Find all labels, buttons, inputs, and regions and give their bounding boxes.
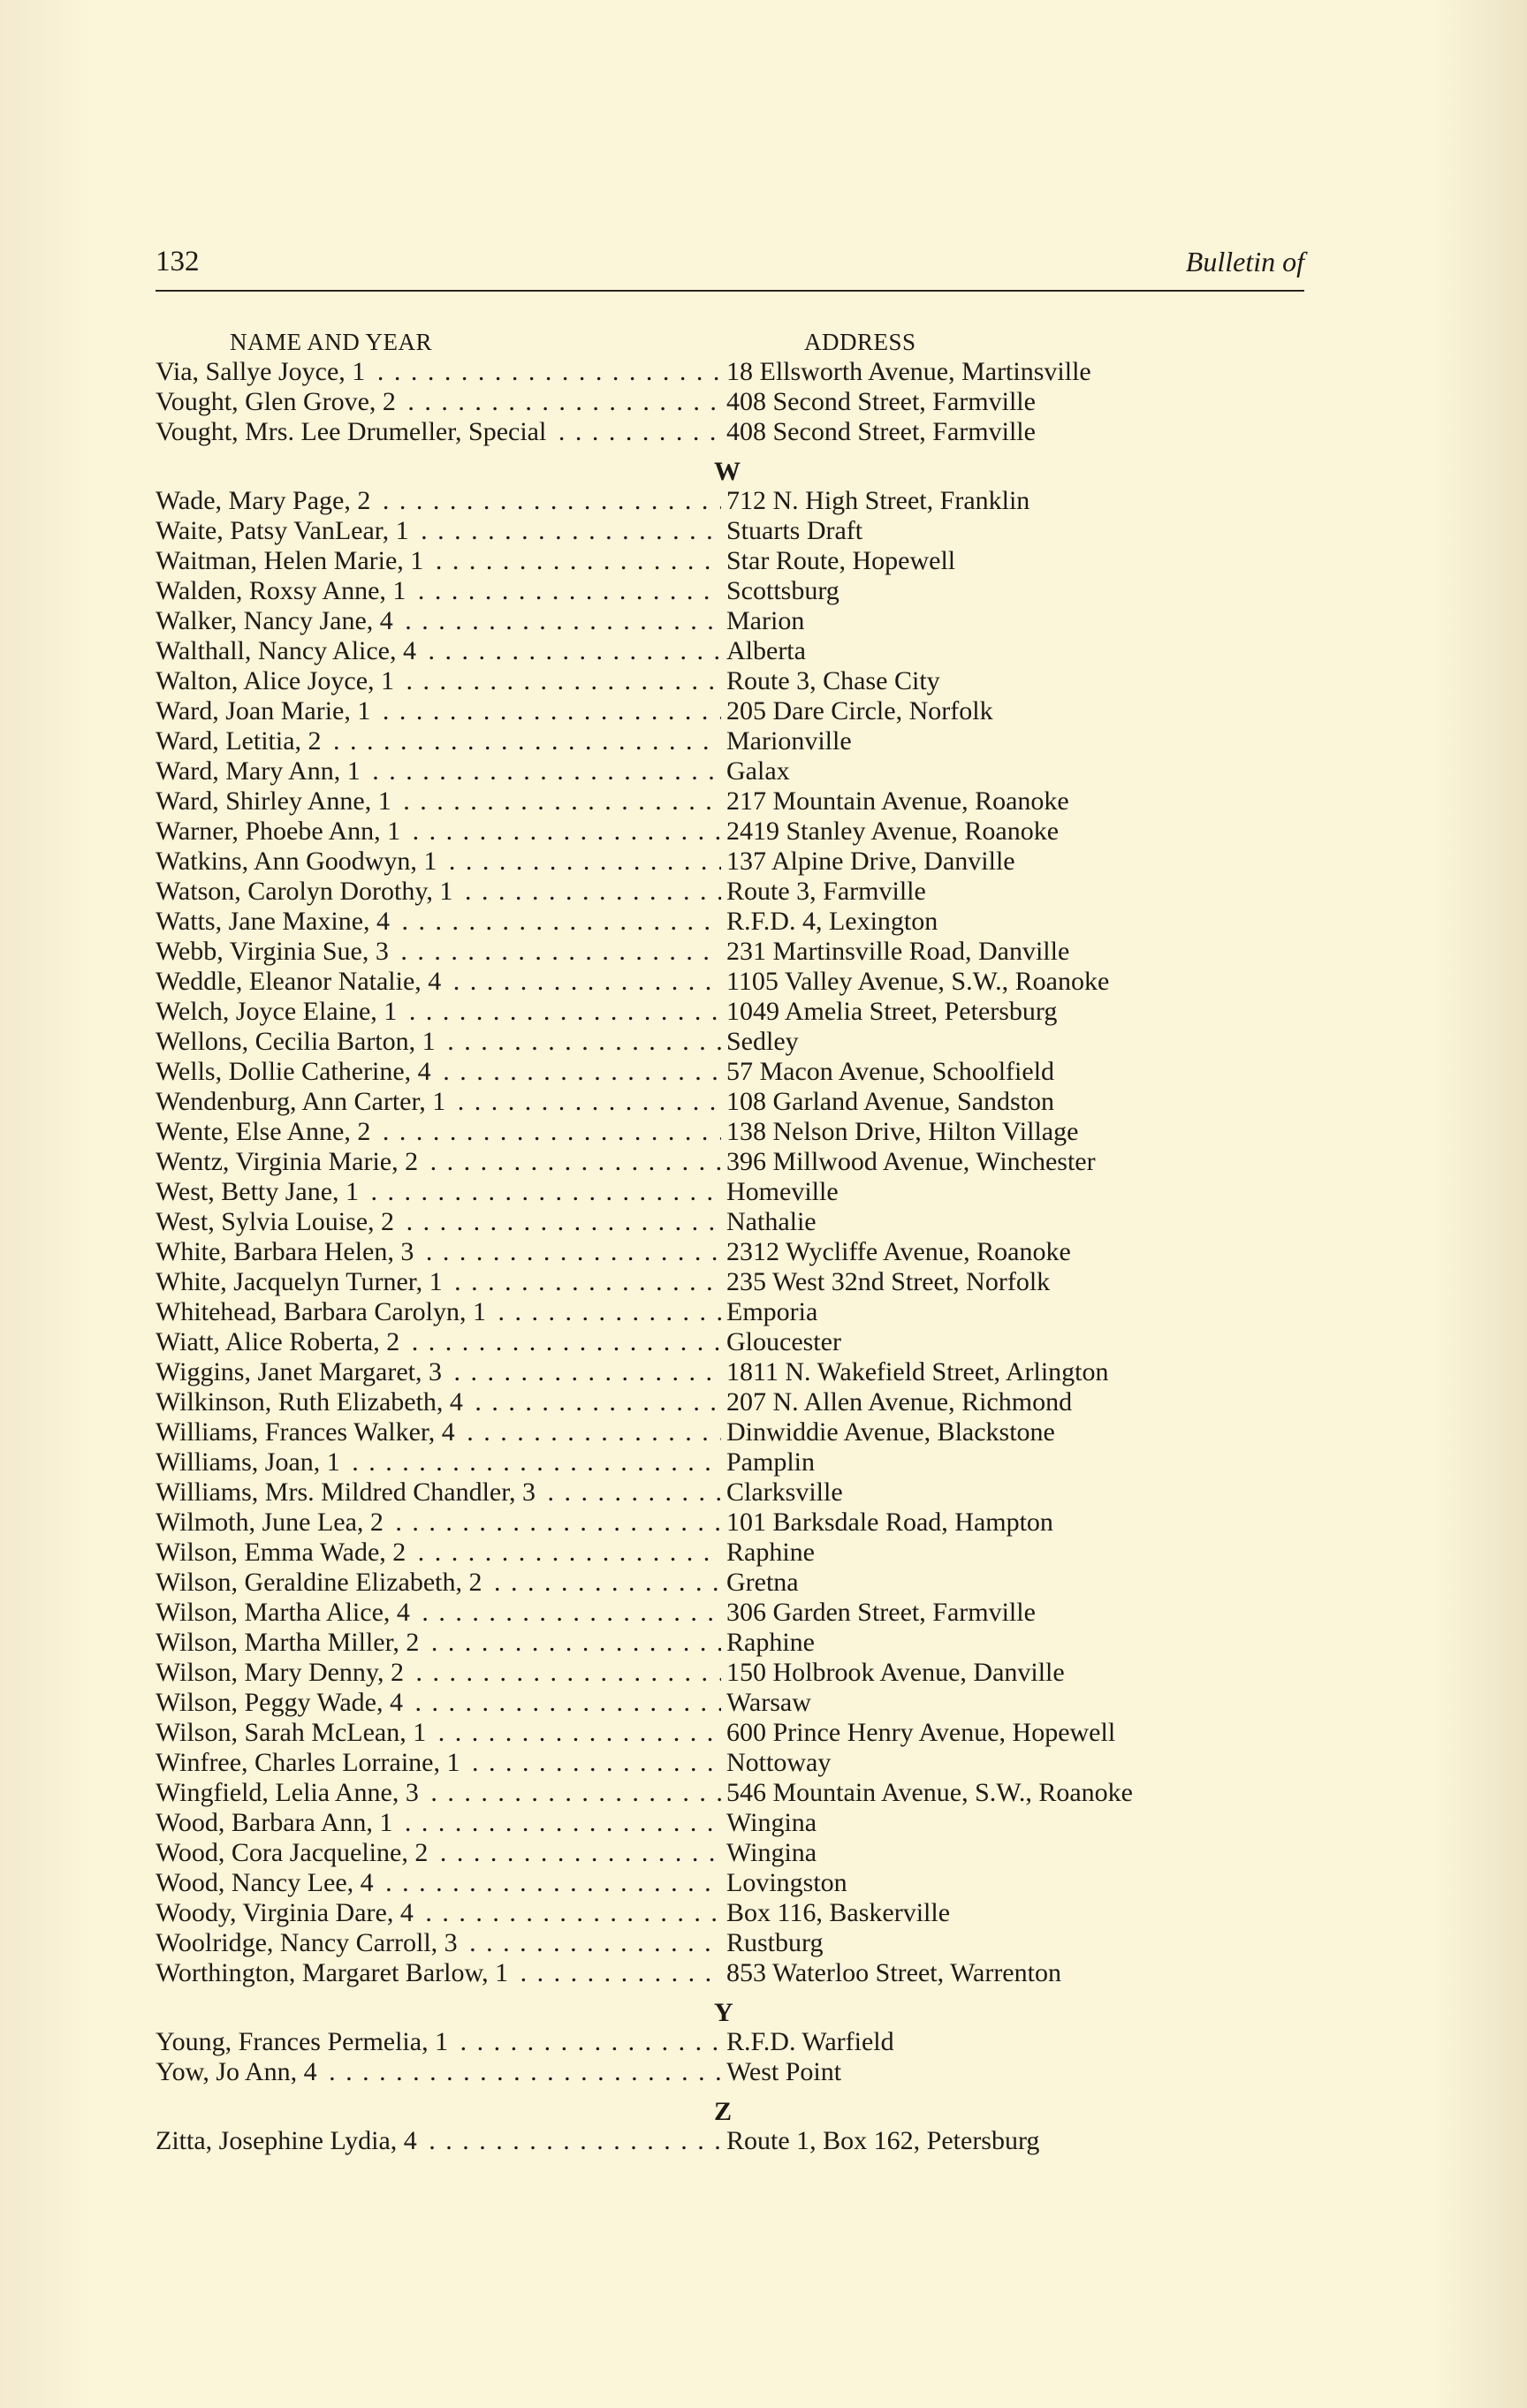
entry-name-cell — [156, 1928, 721, 1958]
entry-name-cell — [156, 1748, 721, 1778]
entry-name: Via, Sallye Joyce, 1 — [156, 357, 366, 386]
entry-address: 150 Holbrook Avenue, Danville — [726, 1658, 1065, 1687]
entry-name: Wilson, Mary Denny, 2 — [156, 1658, 404, 1687]
entry-name: Warner, Phoebe Ann, 1 — [156, 817, 401, 846]
entry-address: 205 Dare Circle, Norfolk — [726, 696, 993, 725]
entry-name: West, Sylvia Louise, 2 — [156, 1207, 395, 1236]
entry-name-cell — [156, 817, 721, 847]
entry-address: Nathalie — [726, 1207, 817, 1236]
entry-address: 138 Nelson Drive, Hilton Village — [726, 1117, 1079, 1146]
entry-address: 2419 Stanley Avenue, Roanoke — [726, 817, 1060, 846]
directory-entry — [156, 877, 1304, 907]
entry-name-cell — [156, 1147, 721, 1177]
entry-name-cell — [156, 1387, 721, 1417]
entry-address: 137 Alpine Drive, Danville — [726, 847, 1015, 876]
entry-name-cell — [156, 1237, 721, 1267]
entry-name: Winfree, Charles Lorraine, 1 — [156, 1748, 460, 1777]
entry-name: Wilson, Martha Alice, 4 — [156, 1598, 410, 1627]
entry-name: Williams, Mrs. Mildred Chandler, 3 — [156, 1477, 536, 1507]
entry-name: Watkins, Ann Goodwyn, 1 — [156, 847, 437, 876]
entry-address: 600 Prince Henry Avenue, Hopewell — [726, 1718, 1116, 1747]
entry-name: Williams, Frances Walker, 4 — [156, 1417, 455, 1447]
directory-entry — [156, 847, 1304, 877]
entry-name-cell — [156, 1477, 721, 1508]
directory-entry — [156, 1568, 1304, 1598]
entry-address: Wingina — [726, 1808, 817, 1837]
entry-name: Wilson, Geraldine Elizabeth, 2 — [156, 1568, 482, 1597]
directory-entry — [156, 1357, 1304, 1387]
entry-name-cell — [156, 546, 721, 576]
column-heading-address: ADDRESS — [804, 329, 916, 355]
entry-address: Gloucester — [726, 1327, 841, 1356]
entry-name: Wood, Nancy Lee, 4 — [156, 1868, 374, 1897]
entry-address: West Point — [726, 2057, 842, 2086]
entry-address: Emporia — [726, 1297, 818, 1326]
directory-entry — [156, 1327, 1304, 1357]
entry-name: West, Betty Jane, 1 — [156, 1177, 360, 1206]
directory-entry — [156, 967, 1304, 997]
entry-name: Woolridge, Nancy Carroll, 3 — [156, 1928, 458, 1957]
entry-name: Wade, Mary Page, 2 — [156, 486, 371, 515]
entry-address: Dinwiddie Avenue, Blackstone — [726, 1417, 1055, 1447]
entry-address: 306 Garden Street, Farmville — [726, 1598, 1036, 1627]
entry-name: Wentz, Virginia Marie, 2 — [156, 1147, 419, 1176]
entry-address: 853 Waterloo Street, Warrenton — [726, 1958, 1061, 1987]
entry-address: Box 116, Baskerville — [726, 1898, 951, 1927]
directory-entry — [156, 1688, 1304, 1718]
entry-name-cell — [156, 847, 721, 877]
entry-name: White, Barbara Helen, 3 — [156, 1237, 414, 1266]
entry-name-cell — [156, 357, 721, 387]
entry-name: Ward, Shirley Anne, 1 — [156, 786, 391, 816]
entry-name-cell — [156, 997, 721, 1027]
entry-name-cell — [156, 1538, 721, 1568]
entry-name-cell — [156, 1177, 721, 1207]
entry-name-cell — [156, 786, 721, 817]
entry-name-cell — [156, 387, 721, 417]
entry-name: Wente, Else Anne, 2 — [156, 1117, 371, 1146]
entry-address: R.F.D. Warfield — [726, 2027, 894, 2056]
entry-name: Woody, Virginia Dare, 4 — [156, 1898, 414, 1927]
entry-name-cell — [156, 1838, 721, 1868]
entry-name-cell — [156, 417, 721, 447]
directory-entry — [156, 1808, 1304, 1838]
directory-entry — [156, 1147, 1304, 1177]
entry-name: Ward, Mary Ann, 1 — [156, 756, 361, 786]
entry-address: 546 Mountain Avenue, S.W., Roanoke — [726, 1778, 1133, 1807]
entry-name: Wendenburg, Ann Carter, 1 — [156, 1087, 446, 1116]
entry-name: Waitman, Helen Marie, 1 — [156, 546, 424, 575]
entry-name-cell — [156, 756, 721, 786]
entry-name-cell — [156, 606, 721, 636]
entry-name-cell — [156, 1447, 721, 1477]
entry-name: Wilson, Martha Miller, 2 — [156, 1628, 420, 1657]
entry-name: Wilkinson, Ruth Elizabeth, 4 — [156, 1387, 463, 1417]
entry-name: Walthall, Nancy Alice, 4 — [156, 636, 416, 665]
entry-address: Star Route, Hopewell — [726, 546, 956, 575]
entry-name-cell — [156, 576, 721, 606]
entry-name: Young, Frances Permelia, 1 — [156, 2027, 449, 2056]
entry-address: Galax — [726, 756, 790, 786]
running-title: Bulletin of — [1185, 246, 1304, 277]
entry-address: Route 3, Farmville — [726, 877, 926, 906]
entry-name-cell — [156, 937, 721, 967]
entry-address: 712 N. High Street, Franklin — [726, 486, 1030, 515]
directory-entry — [156, 2126, 1304, 2156]
entry-name-cell — [156, 1958, 721, 1988]
entry-name-cell — [156, 1658, 721, 1688]
entry-name: Ward, Joan Marie, 1 — [156, 696, 371, 725]
entry-name: Vought, Mrs. Lee Drumeller, Special — [156, 417, 547, 446]
entry-name: Webb, Virginia Sue, 3 — [156, 937, 389, 966]
entry-address: Wingina — [726, 1838, 817, 1867]
entry-name: Watts, Jane Maxine, 4 — [156, 907, 391, 936]
directory-entry — [156, 546, 1304, 576]
entry-name-cell — [156, 877, 721, 907]
entry-address: Raphine — [726, 1538, 815, 1567]
entry-address: 235 West 32nd Street, Norfolk — [726, 1267, 1051, 1296]
directory-entry — [156, 1508, 1304, 1538]
entry-address: Gretna — [726, 1568, 799, 1597]
entry-name: Wellons, Cecilia Barton, 1 — [156, 1027, 436, 1056]
directory-entry — [156, 1267, 1304, 1297]
directory-entry — [156, 726, 1304, 756]
entry-address: Clarksville — [726, 1477, 843, 1507]
entry-name: Wiatt, Alice Roberta, 2 — [156, 1327, 400, 1356]
entry-name-cell — [156, 1087, 721, 1117]
directory-entry — [156, 817, 1304, 847]
column-heading-name: NAME AND YEAR — [230, 329, 432, 355]
directory-entry — [156, 1237, 1304, 1267]
entry-name-cell — [156, 696, 721, 726]
entry-name: Wood, Cora Jacqueline, 2 — [156, 1838, 429, 1867]
entry-address: Warsaw — [726, 1688, 811, 1717]
directory-entry — [156, 606, 1304, 636]
directory-entry — [156, 1057, 1304, 1087]
entry-address: Pamplin — [726, 1447, 816, 1477]
entry-address: Lovingston — [726, 1868, 847, 1897]
directory-entry — [156, 1117, 1304, 1147]
entry-address: 108 Garland Avenue, Sandston — [726, 1087, 1055, 1116]
entry-name: Wiggins, Janet Margaret, 3 — [156, 1357, 442, 1386]
directory-entry — [156, 1087, 1304, 1117]
directory-entry — [156, 1207, 1304, 1237]
entry-name-cell — [156, 1357, 721, 1387]
directory-entry — [156, 1027, 1304, 1057]
entry-name-cell — [156, 1508, 721, 1538]
entry-name-cell — [156, 1688, 721, 1718]
entry-name: Welch, Joyce Elaine, 1 — [156, 997, 398, 1026]
entry-name-cell — [156, 1778, 721, 1808]
entry-name: Worthington, Margaret Barlow, 1 — [156, 1958, 509, 1987]
directory-entry — [156, 1658, 1304, 1688]
entry-name: Wood, Barbara Ann, 1 — [156, 1808, 393, 1837]
entry-name-cell — [156, 1027, 721, 1057]
entry-name: White, Jacquelyn Turner, 1 — [156, 1267, 443, 1296]
entry-address: Route 1, Box 162, Petersburg — [726, 2126, 1040, 2155]
entry-address: 217 Mountain Avenue, Roanoke — [726, 786, 1069, 816]
entry-name: Wilson, Emma Wade, 2 — [156, 1538, 406, 1567]
entry-name-cell — [156, 2027, 721, 2057]
directory-entry — [156, 1628, 1304, 1658]
entry-address: 396 Millwood Avenue, Winchester — [726, 1147, 1096, 1176]
entry-name-cell — [156, 486, 721, 516]
entry-name-cell — [156, 1628, 721, 1658]
directory-entry — [156, 417, 1304, 447]
entry-name-cell — [156, 1417, 721, 1447]
entry-address: Route 3, Chase City — [726, 666, 940, 695]
entry-name-cell — [156, 1057, 721, 1087]
directory-entry — [156, 1868, 1304, 1898]
section-letter: Y — [714, 1998, 733, 2027]
entry-name: Wilson, Sarah McLean, 1 — [156, 1718, 427, 1747]
entry-name: Weddle, Eleanor Natalie, 4 — [156, 967, 442, 996]
entry-name-cell — [156, 1327, 721, 1357]
directory-entry — [156, 1297, 1304, 1327]
directory-entry — [156, 1748, 1304, 1778]
directory-entry — [156, 387, 1304, 417]
entry-address: Nottoway — [726, 1748, 832, 1777]
directory-entry — [156, 1928, 1304, 1958]
directory-entry — [156, 516, 1304, 546]
directory-entry — [156, 1598, 1304, 1628]
entry-name-cell — [156, 1898, 721, 1928]
entry-name-cell — [156, 1868, 721, 1898]
directory-entry — [156, 786, 1304, 817]
entry-address: R.F.D. 4, Lexington — [726, 907, 938, 936]
entry-name-cell — [156, 726, 721, 756]
directory-entry — [156, 756, 1304, 786]
directory-entry — [156, 1898, 1304, 1928]
directory-entry — [156, 576, 1304, 606]
entry-address: 2312 Wycliffe Avenue, Roanoke — [726, 1237, 1071, 1266]
entry-name: Waite, Patsy VanLear, 1 — [156, 516, 409, 545]
entry-name-cell — [156, 2057, 721, 2087]
entry-address: Marion — [726, 606, 805, 635]
entry-name-cell — [156, 1267, 721, 1297]
entry-name: Ward, Letitia, 2 — [156, 726, 322, 756]
entry-name: Walker, Nancy Jane, 4 — [156, 606, 393, 635]
entry-name: Walden, Roxsy Anne, 1 — [156, 576, 406, 605]
directory-entry — [156, 1838, 1304, 1868]
section-letter: Z — [714, 2097, 733, 2126]
entry-name: Watson, Carolyn Dorothy, 1 — [156, 877, 453, 906]
section-letter: W — [714, 457, 741, 486]
directory-entry — [156, 1778, 1304, 1808]
entry-name: Wells, Dollie Catherine, 4 — [156, 1057, 431, 1086]
entry-address: Scottsburg — [726, 576, 839, 605]
directory-listing — [156, 357, 1304, 2156]
entry-name: Wilmoth, June Lea, 2 — [156, 1508, 384, 1537]
directory-entry — [156, 486, 1304, 516]
entry-name-cell — [156, 1568, 721, 1598]
entry-address: 101 Barksdale Road, Hampton — [726, 1508, 1053, 1537]
directory-entry — [156, 907, 1304, 937]
directory-entry — [156, 1958, 1304, 1988]
entry-name-cell — [156, 1207, 721, 1237]
directory-entry — [156, 997, 1304, 1027]
entry-address: 57 Macon Avenue, Schoolfield — [726, 1057, 1055, 1086]
entry-name-cell — [156, 1718, 721, 1748]
entry-name-cell — [156, 1117, 721, 1147]
entry-address: 207 N. Allen Avenue, Richmond — [726, 1387, 1073, 1417]
entry-address: 408 Second Street, Farmville — [726, 387, 1036, 416]
entry-address: 1049 Amelia Street, Petersburg — [726, 997, 1058, 1026]
entry-address: Stuarts Draft — [726, 516, 863, 545]
directory-entry — [156, 1447, 1304, 1477]
entry-address: Homeville — [726, 1177, 839, 1206]
entry-name-cell — [156, 1598, 721, 1628]
entry-address: 1105 Valley Avenue, S.W., Roanoke — [726, 967, 1110, 996]
entry-name-cell — [156, 1297, 721, 1327]
directory-entry — [156, 696, 1304, 726]
entry-address: 18 Ellsworth Avenue, Martinsville — [726, 357, 1091, 386]
entry-name-cell — [156, 666, 721, 696]
entry-name-cell — [156, 636, 721, 666]
entry-address: Raphine — [726, 1628, 815, 1657]
entry-name: Zitta, Josephine Lydia, 4 — [156, 2126, 417, 2155]
entry-name-cell — [156, 516, 721, 546]
directory-entry — [156, 2027, 1304, 2057]
directory-entry — [156, 1718, 1304, 1748]
directory-entry — [156, 1538, 1304, 1568]
entry-name: Walton, Alice Joyce, 1 — [156, 666, 395, 695]
entry-address: Marionville — [726, 726, 852, 756]
entry-name-cell — [156, 2126, 721, 2156]
directory-entry — [156, 357, 1304, 387]
directory-entry — [156, 1387, 1304, 1417]
entry-name-cell — [156, 1808, 721, 1838]
entry-address: Alberta — [726, 636, 806, 665]
directory-entry — [156, 666, 1304, 696]
page-number: 132 — [156, 246, 200, 277]
entry-address: Sedley — [726, 1027, 799, 1056]
directory-entry — [156, 1477, 1304, 1508]
page-header — [156, 246, 1304, 292]
directory-entry — [156, 2057, 1304, 2087]
entry-name: Wingfield, Lelia Anne, 3 — [156, 1778, 419, 1807]
entry-name: Whitehead, Barbara Carolyn, 1 — [156, 1297, 487, 1326]
entry-name: Williams, Joan, 1 — [156, 1447, 340, 1477]
entry-name-cell — [156, 907, 721, 937]
entry-name-cell — [156, 967, 721, 997]
entry-address: 231 Martinsville Road, Danville — [726, 937, 1070, 966]
entry-name: Wilson, Peggy Wade, 4 — [156, 1688, 403, 1717]
directory-entry — [156, 1177, 1304, 1207]
entry-address: 1811 N. Wakefield Street, Arlington — [726, 1357, 1109, 1386]
entry-address: 408 Second Street, Farmville — [726, 417, 1036, 446]
entry-name: Yow, Jo Ann, 4 — [156, 2057, 317, 2086]
directory-entry — [156, 1417, 1304, 1447]
directory-entry — [156, 636, 1304, 666]
entry-address: Rustburg — [726, 1928, 824, 1957]
entry-name: Vought, Glen Grove, 2 — [156, 387, 396, 416]
directory-entry — [156, 937, 1304, 967]
